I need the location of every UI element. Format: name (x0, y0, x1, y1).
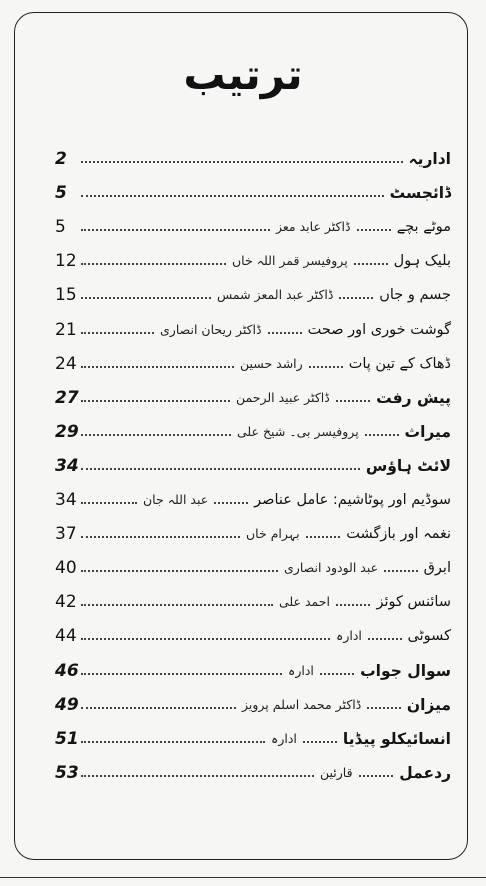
toc-author: احمد علی (279, 594, 330, 610)
toc-author: قارئین (320, 764, 353, 780)
toc-title: ردعمل (399, 763, 451, 782)
toc-author: عبد الودود انصاری (284, 560, 379, 576)
bottom-rule (0, 877, 486, 878)
dot-leader (365, 434, 399, 436)
toc-title: انسائیکلو پیڈیا (342, 729, 451, 748)
toc-author: ڈاکٹر عبید الرحمن (236, 389, 330, 405)
toc-author: پروفیسر قمر اللہ خاں (232, 253, 348, 269)
toc-entry[interactable] (55, 519, 451, 549)
toc-title: گوشت خوری اور صحت (307, 321, 451, 338)
dot-leader (81, 434, 231, 436)
dot-leader (81, 195, 384, 197)
dot-leader (268, 332, 302, 334)
toc-page-number: 29 (55, 421, 79, 442)
dot-leader (81, 263, 226, 265)
toc-page-number: 15 (55, 285, 77, 306)
toc-title: بلیک ہول (393, 253, 451, 270)
dot-leader (81, 775, 314, 777)
toc-entry[interactable] (55, 553, 451, 583)
toc-page-number: 34 (55, 455, 79, 476)
dot-leader (303, 741, 337, 743)
toc-entry[interactable] (55, 178, 451, 208)
toc-page-number: 40 (55, 558, 77, 579)
toc-entry[interactable] (55, 485, 451, 515)
toc-entry[interactable] (55, 144, 451, 174)
dot-leader (81, 468, 360, 470)
toc-entry[interactable] (55, 621, 451, 651)
dot-leader (354, 263, 388, 265)
dot-leader (81, 161, 403, 163)
toc-title: سوڈیم اور پوٹاشیم: عامل عناصر (254, 492, 451, 508)
toc-author: ڈاکٹر محمد اسلم پرویز (242, 696, 362, 712)
toc-author: ڈاکٹر ریحان انصاری (160, 321, 262, 337)
toc-author: بہرام خاں (246, 526, 300, 542)
toc-page-number: 5 (55, 183, 67, 204)
toc-title: نغمہ اور بازگشت (346, 526, 451, 543)
toc-page-number: 46 (55, 660, 79, 681)
toc-page-number: 2 (55, 149, 67, 169)
toc-title: ابرق (423, 560, 451, 577)
toc-page-number: 24 (55, 353, 77, 374)
toc-author: ادارہ (336, 628, 362, 644)
dot-leader (306, 536, 340, 538)
dot-leader (336, 400, 370, 402)
dot-leader (357, 229, 391, 231)
toc-page-number: 37 (55, 524, 77, 545)
toc-entry[interactable] (55, 315, 451, 345)
dot-leader (81, 297, 211, 299)
toc-title: میزان (406, 695, 451, 714)
dot-leader (81, 366, 234, 368)
dot-leader (81, 332, 154, 334)
toc-author: پروفیسر بی۔ شیخ علی (237, 423, 359, 439)
toc-entry[interactable] (55, 758, 451, 788)
dot-leader (81, 400, 230, 402)
toc-author: ادارہ (288, 662, 314, 678)
dot-leader (214, 502, 248, 504)
toc-page-number: 12 (55, 251, 77, 272)
toc-title: کسوٹی (407, 628, 451, 645)
toc-page-number: 34 (55, 490, 77, 510)
toc-author: راشد حسین (240, 355, 303, 371)
toc-entry[interactable] (55, 451, 451, 481)
dot-leader (81, 536, 240, 538)
dot-leader (367, 707, 401, 709)
toc-author: ڈاکٹر عابد معز (276, 219, 351, 235)
toc-page-number: 51 (55, 728, 79, 749)
toc-title: اداریہ (408, 150, 451, 168)
toc-title: پیش رفت (376, 388, 451, 407)
dot-leader (81, 673, 282, 675)
toc-page-number: 21 (55, 319, 77, 340)
toc-author: عبد اللہ جان (143, 492, 209, 507)
toc-entry[interactable] (55, 690, 451, 720)
toc-entry[interactable] (55, 246, 451, 276)
toc-page-number: 5 (55, 217, 66, 238)
toc-title: موٹے بچے (396, 219, 451, 236)
dot-leader (81, 707, 236, 709)
toc-entry[interactable] (55, 417, 451, 447)
toc-entry[interactable] (55, 212, 451, 242)
toc-entry[interactable] (55, 587, 451, 617)
dot-leader (81, 741, 265, 743)
toc-entry[interactable] (55, 280, 451, 310)
toc-author: ڈاکٹر عبد المعز شمس (217, 287, 334, 303)
toc-page-number: 49 (55, 694, 79, 715)
toc-page-number: 44 (55, 626, 77, 647)
toc-entry[interactable] (55, 349, 451, 379)
dot-leader (81, 638, 330, 640)
dot-leader (336, 604, 370, 606)
toc-entry[interactable] (55, 656, 451, 686)
dot-leader (309, 366, 343, 368)
dot-leader (359, 775, 393, 777)
dot-leader (384, 570, 418, 572)
toc-title: ڈھاک کے تین پات (348, 355, 451, 372)
toc-entry[interactable] (55, 724, 451, 754)
dot-leader (339, 297, 373, 299)
page-title: ترتیب (183, 50, 303, 99)
toc-title: سائنس کوئز (376, 594, 451, 611)
dot-leader (320, 673, 354, 675)
dot-leader (368, 638, 402, 640)
toc-page-number: 27 (55, 387, 79, 408)
dot-leader (81, 604, 273, 606)
toc-author: ادارہ (271, 730, 297, 746)
toc-entry[interactable] (55, 383, 451, 413)
dot-leader (81, 570, 278, 572)
toc-title: میراث (404, 422, 451, 441)
dot-leader (81, 502, 137, 504)
toc-title: ڈائجسٹ (389, 184, 451, 203)
toc-title: جسم و جاں (379, 287, 451, 304)
dot-leader (81, 229, 270, 231)
toc-page-number: 42 (55, 592, 77, 613)
toc-title: لائٹ ہاؤس (365, 456, 451, 475)
toc-page-number: 53 (55, 762, 79, 783)
toc-title: سوال جواب (360, 661, 451, 680)
